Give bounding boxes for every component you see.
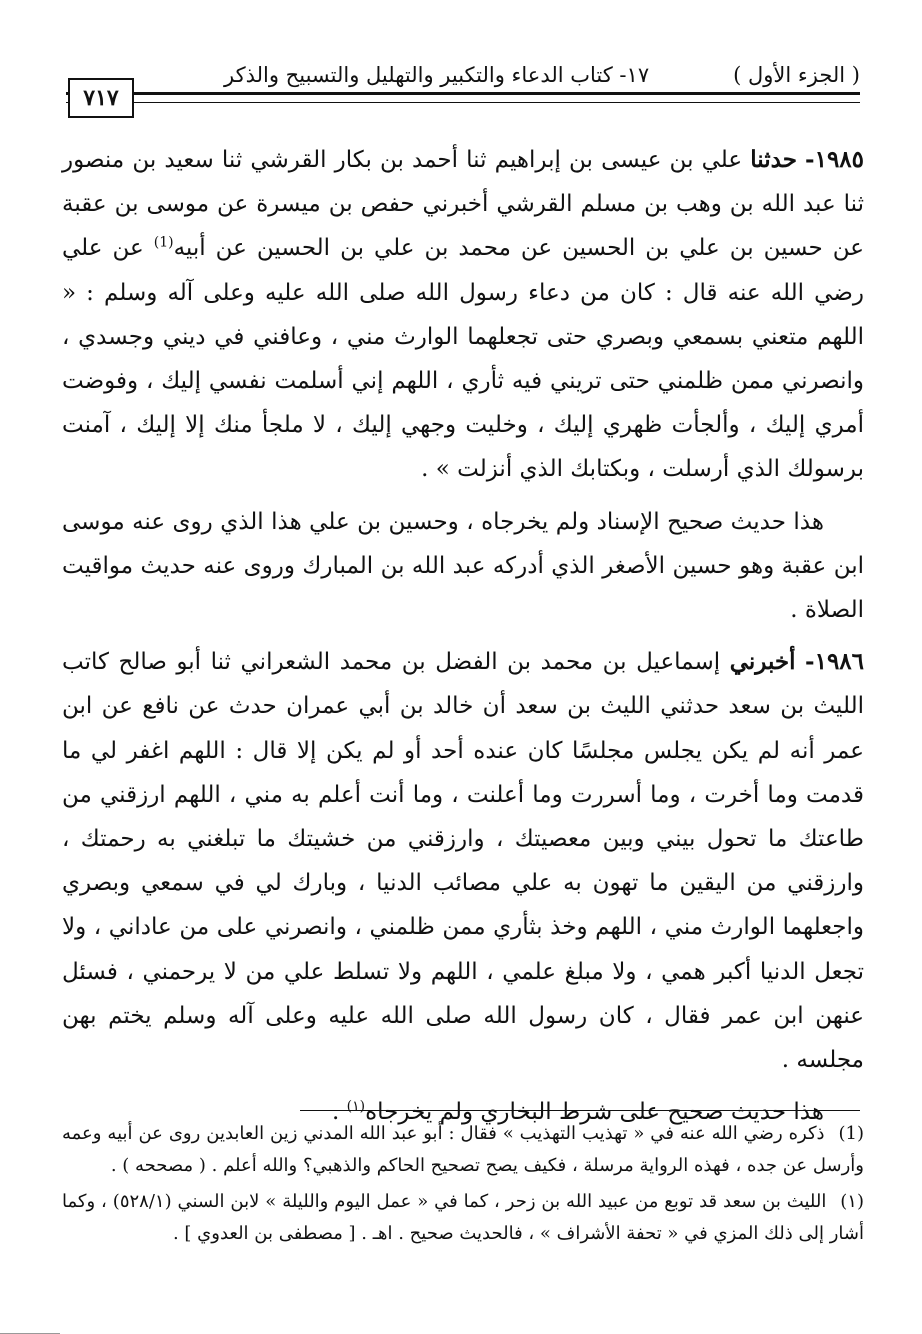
hadith-text: إسماعيل بن محمد بن الفضل بن محمد الشعراني ثنا أبو صالح كاتب الليث بن سعد حدثني الليث بن سعد أن خالد بن أبي عمران حدث عن نافع عن ابن عمر أنه لم يكن يجلس مجلسًا كان عنده أحد أو لم يكن إلا قال : اللهم اغفر لي ما قدمت وما أخرت ، وما أسررت وما أعلنت ، وما أنت أعلم به مني ، اللهم ارزقني من طاعتك ما تحول بيني وبين معصيتك ، وارزقني من خشيتك ما تبلغني به رحمتك ، وارزقني من اليقين ما تهون به علي مصائب الدنيا ، وبارك لي في سمعي وبصري واجعلهما الوارث مني ، اللهم وخذ بثأري ممن ظلمني ، وانصرني على من عاداني ، ولا تجعل الدنيا أكبر همي ، ولا مبلغ علمي ، اللهم ولا تسلط علي من لا يرحمني ، فسئل عنهن ابن عمر فقال ، كان رسول الله صلى الله عليه وعلى آله وسلم يختم بهن مجلسه .: [62, 649, 864, 1074]
page-edge-mark: [0, 1329, 60, 1334]
hadith-text-part2: عن علي رضي الله عنه قال : كان من دعاء رسول الله صلى الله عليه وعلى آله وسلم : « اللهم متعني بسمعي وبصري حتى تجعلهما الوارث مني ، وعافني في ديني وجسدي ، وانصرني ممن ظلمني حتى تريني فيه ثأري ، اللهم إني أسلمت نفسي إليك ، وفوضت أمري إليك ، وألجأت ظهري إليك ، وخليت وجهي إليك ، لا ملجأ منك إلا إليك ، آمنت برسولك الذي أرسلت ، وبكتابك الذي أنزلت » .: [62, 235, 864, 483]
hadith-text-part1: علي بن عيسى بن إبراهيم ثنا أحمد بن بكار القرشي ثنا سعيد بن منصور ثنا عبد الله بن وهب بن مسلم القرشي أخبرني حفص بن ميسرة عن موسى بن عقبة عن حسين بن علي بن الحسين عن محمد بن علي بن الحسين عن أبيه: [62, 147, 864, 262]
footnote-text: ذكره رضي الله عنه في « تهذيب التهذيب » فقال : أبو عبد الله المدني زين العابدين روى عن أبيه وعمه وأرسل عن جده ، فهذه الرواية مرسلة ، فكيف يصح تصحيح الحاكم والذهبي؟ والله أعلم . ( مصححه ) .: [62, 1123, 864, 1176]
footnote-mark: (١): [840, 1191, 864, 1212]
hadith-lead-word: أخبرني: [729, 648, 796, 676]
comment-text: هذا حديث صحيح على شرط البخاري ولم يخرجاه: [365, 1099, 824, 1126]
comment-end: .: [332, 1099, 347, 1126]
footnote-1: [62, 1118, 864, 1182]
running-header: [70, 58, 860, 92]
footnote-separator: [300, 1110, 860, 1111]
footnote-2: [62, 1186, 864, 1250]
footnote-mark: (1): [838, 1123, 864, 1144]
hadith-1985-comment: هذا حديث صحيح الإسناد ولم يخرجاه ، وحسين بن علي هذا الذي روى عنه موسى ابن عقبة وهو حسين الأصغر الذي أدركه عبد الله بن المبارك وروى عنه حديث مواقيت الصلاة .: [62, 508, 864, 624]
footnote-ref[interactable]: (١): [346, 1098, 366, 1115]
hadith-number: ١٩٨٦-: [805, 648, 865, 676]
main-text: [62, 138, 864, 1134]
hadith-number: ١٩٨٥-: [805, 146, 865, 173]
page-number-box: [68, 78, 134, 118]
hadith-1985: [62, 138, 864, 492]
footnote-text: الليث بن سعد قد توبع من عبيد الله بن زحر ، كما في « عمل اليوم والليلة » لابن السني (٥٢٨/١) ، وكما أشار إلى ذلك المزي في « تحفة الأشراف » ، فالحديث صحيح . اهـ . [ مصطفى بن العدوي ] .: [62, 1191, 864, 1244]
header-double-rule: [66, 92, 860, 103]
footnotes: [62, 1118, 864, 1250]
footnote-ref[interactable]: (1): [153, 234, 174, 251]
header-chapter-title: ١٧- كتاب الدعاء والتكبير والتهليل والتسبيح والذكر: [224, 63, 650, 87]
hadith-1986: [62, 640, 864, 1082]
header-part-label: ( الجزء الأول ): [733, 63, 860, 87]
hadith-lead-word: حدثنا: [750, 146, 797, 173]
page-number: ٧١٧: [83, 85, 119, 111]
